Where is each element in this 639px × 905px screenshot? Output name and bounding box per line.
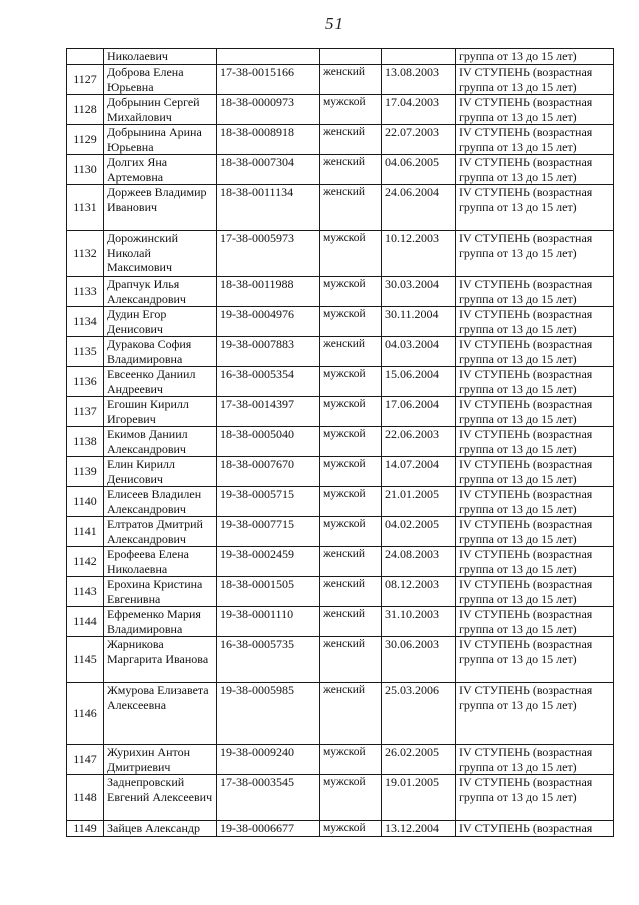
participant-name: Добрынин Сергей Михайлович (104, 95, 217, 125)
participant-name: Николаевич (104, 49, 217, 65)
row-number: 1130 (67, 155, 104, 185)
participant-name: Елисеев Владилен Александрович (104, 487, 217, 517)
participant-gender: женский (320, 577, 382, 607)
row-number: 1137 (67, 397, 104, 427)
participant-id: 19-38-0006677 (217, 821, 320, 837)
birth-date: 30.06.2003 (382, 637, 456, 683)
participant-gender: женский (320, 185, 382, 231)
row-number: 1148 (67, 775, 104, 821)
age-category: IV СТУПЕНЬ (возрастная группа от 13 до 15 лет) (456, 367, 614, 397)
row-number: 1132 (67, 231, 104, 277)
row-number: 1133 (67, 277, 104, 307)
birth-date: 08.12.2003 (382, 577, 456, 607)
table-row (67, 517, 614, 547)
participant-gender: мужской (320, 775, 382, 821)
participant-id: 18-38-0005040 (217, 427, 320, 457)
participant-id: 16-38-0005354 (217, 367, 320, 397)
participant-gender: мужской (320, 307, 382, 337)
birth-date: 19.01.2005 (382, 775, 456, 821)
birth-date: 22.06.2003 (382, 427, 456, 457)
participant-id: 18-38-0008918 (217, 125, 320, 155)
participant-gender: женский (320, 65, 382, 95)
table-row (67, 49, 614, 65)
row-number: 1149 (67, 821, 104, 837)
age-category: IV СТУПЕНЬ (возрастная группа от 13 до 15 лет) (456, 185, 614, 231)
participant-gender: женский (320, 337, 382, 367)
table-row (67, 155, 614, 185)
age-category: IV СТУПЕНЬ (возрастная группа от 13 до 15 лет) (456, 125, 614, 155)
table-row (67, 337, 614, 367)
participant-gender (320, 49, 382, 65)
row-number: 1144 (67, 607, 104, 637)
age-category: IV СТУПЕНЬ (возрастная группа от 13 до 15 лет) (456, 307, 614, 337)
birth-date: 13.12.2004 (382, 821, 456, 837)
table-row (67, 65, 614, 95)
age-category: IV СТУПЕНЬ (возрастная (456, 821, 614, 837)
age-category: IV СТУПЕНЬ (возрастная группа от 13 до 15 лет) (456, 65, 614, 95)
participant-id: 18-38-0007304 (217, 155, 320, 185)
table-row (67, 775, 614, 821)
birth-date: 24.06.2004 (382, 185, 456, 231)
row-number: 1134 (67, 307, 104, 337)
table-row (67, 821, 614, 837)
participant-name: Доброва Елена Юрьевна (104, 65, 217, 95)
participant-gender: женский (320, 155, 382, 185)
participant-name: Зайцев Александр (104, 821, 217, 837)
participant-id: 18-38-0011988 (217, 277, 320, 307)
participant-name: Егошин Кирилл Игоревич (104, 397, 217, 427)
birth-date: 31.10.2003 (382, 607, 456, 637)
participant-id: 19-38-0002459 (217, 547, 320, 577)
row-number: 1128 (67, 95, 104, 125)
participant-name: Долгих Яна Артемовна (104, 155, 217, 185)
age-category: группа от 13 до 15 лет) (456, 49, 614, 65)
age-category: IV СТУПЕНЬ (возрастная группа от 13 до 15 лет) (456, 457, 614, 487)
birth-date: 24.08.2003 (382, 547, 456, 577)
birth-date: 14.07.2004 (382, 457, 456, 487)
table-row (67, 367, 614, 397)
participant-gender: мужской (320, 745, 382, 775)
birth-date: 21.01.2005 (382, 487, 456, 517)
participant-gender: мужской (320, 397, 382, 427)
participant-id: 17-38-0005973 (217, 231, 320, 277)
age-category: IV СТУПЕНЬ (возрастная группа от 13 до 15 лет) (456, 683, 614, 745)
age-category: IV СТУПЕНЬ (возрастная группа от 13 до 15 лет) (456, 427, 614, 457)
age-category: IV СТУПЕНЬ (возрастная группа от 13 до 15 лет) (456, 231, 614, 277)
participant-name: Жарникова Маргарита Иванова (104, 637, 217, 683)
row-number: 1145 (67, 637, 104, 683)
participant-gender: мужской (320, 231, 382, 277)
participant-gender: мужской (320, 95, 382, 125)
participant-gender: женский (320, 637, 382, 683)
row-number: 1136 (67, 367, 104, 397)
page-number: 51 (325, 14, 344, 33)
row-number: 1135 (67, 337, 104, 367)
birth-date: 10.12.2003 (382, 231, 456, 277)
participant-name: Екимов Даниил Александрович (104, 427, 217, 457)
participants-table (66, 48, 614, 837)
row-number: 1127 (67, 65, 104, 95)
table-row (67, 457, 614, 487)
table-row (67, 277, 614, 307)
participant-gender: мужской (320, 457, 382, 487)
participant-id: 18-38-0007670 (217, 457, 320, 487)
participant-name: Добрынина Арина Юрьевна (104, 125, 217, 155)
table-row (67, 125, 614, 155)
row-number: 1129 (67, 125, 104, 155)
participant-id: 17-38-0015166 (217, 65, 320, 95)
age-category: IV СТУПЕНЬ (возрастная группа от 13 до 15 лет) (456, 745, 614, 775)
table-row (67, 307, 614, 337)
table-row (67, 185, 614, 231)
participant-name: Жмурова Елизавета Алексеевна (104, 683, 217, 745)
birth-date: 17.06.2004 (382, 397, 456, 427)
birth-date (382, 49, 456, 65)
row-number (67, 49, 104, 65)
birth-date: 04.03.2004 (382, 337, 456, 367)
participant-gender: женский (320, 607, 382, 637)
participant-name: Ефременко Мария Владимировна (104, 607, 217, 637)
participant-name: Доржеев Владимир Иванович (104, 185, 217, 231)
birth-date: 17.04.2003 (382, 95, 456, 125)
participant-name: Евсеенко Даниил Андреевич (104, 367, 217, 397)
row-number: 1131 (67, 185, 104, 231)
participant-id: 19-38-0007715 (217, 517, 320, 547)
row-number: 1143 (67, 577, 104, 607)
participants-table-body (67, 49, 614, 837)
table-row (67, 397, 614, 427)
age-category: IV СТУПЕНЬ (возрастная группа от 13 до 15 лет) (456, 155, 614, 185)
participant-name: Ерофеева Елена Николаевна (104, 547, 217, 577)
participant-id (217, 49, 320, 65)
age-category: IV СТУПЕНЬ (возрастная группа от 13 до 15 лет) (456, 397, 614, 427)
table-row (67, 577, 614, 607)
participant-id: 17-38-0014397 (217, 397, 320, 427)
participant-id: 19-38-0005985 (217, 683, 320, 745)
table-row (67, 95, 614, 125)
row-number: 1139 (67, 457, 104, 487)
table-row (67, 745, 614, 775)
table-row (67, 487, 614, 517)
participant-name: Елтратов Дмитрий Александрович (104, 517, 217, 547)
table-row (67, 683, 614, 745)
row-number: 1140 (67, 487, 104, 517)
age-category: IV СТУПЕНЬ (возрастная группа от 13 до 15 лет) (456, 775, 614, 821)
table-row (67, 637, 614, 683)
age-category: IV СТУПЕНЬ (возрастная группа от 13 до 15 лет) (456, 487, 614, 517)
participant-id: 19-38-0004976 (217, 307, 320, 337)
age-category: IV СТУПЕНЬ (возрастная группа от 13 до 15 лет) (456, 337, 614, 367)
birth-date: 15.06.2004 (382, 367, 456, 397)
participant-id: 16-38-0005735 (217, 637, 320, 683)
age-category: IV СТУПЕНЬ (возрастная группа от 13 до 15 лет) (456, 607, 614, 637)
participant-gender: мужской (320, 821, 382, 837)
row-number: 1141 (67, 517, 104, 547)
row-number: 1142 (67, 547, 104, 577)
age-category: IV СТУПЕНЬ (возрастная группа от 13 до 15 лет) (456, 517, 614, 547)
age-category: IV СТУПЕНЬ (возрастная группа от 13 до 15 лет) (456, 95, 614, 125)
participant-name: Дуракова София Владимировна (104, 337, 217, 367)
birth-date: 26.02.2005 (382, 745, 456, 775)
row-number: 1147 (67, 745, 104, 775)
age-category: IV СТУПЕНЬ (возрастная группа от 13 до 15 лет) (456, 577, 614, 607)
participant-id: 19-38-0005715 (217, 487, 320, 517)
birth-date: 22.07.2003 (382, 125, 456, 155)
table-row (67, 427, 614, 457)
birth-date: 04.06.2005 (382, 155, 456, 185)
age-category: IV СТУПЕНЬ (возрастная группа от 13 до 15 лет) (456, 637, 614, 683)
birth-date: 30.11.2004 (382, 307, 456, 337)
participant-id: 18-38-0011134 (217, 185, 320, 231)
participant-id: 19-38-0009240 (217, 745, 320, 775)
participant-name: Дудин Егор Денисович (104, 307, 217, 337)
participant-name: Драпчук Илья Александрович (104, 277, 217, 307)
birth-date: 30.03.2004 (382, 277, 456, 307)
participant-gender: мужской (320, 517, 382, 547)
table-row (67, 231, 614, 277)
participant-id: 17-38-0003545 (217, 775, 320, 821)
participant-name: Дорожинский Николай Максимович (104, 231, 217, 277)
table-row (67, 547, 614, 577)
participant-gender: женский (320, 683, 382, 745)
participant-name: Журихин Антон Дмитриевич (104, 745, 217, 775)
birth-date: 25.03.2006 (382, 683, 456, 745)
row-number: 1146 (67, 683, 104, 745)
participant-gender: женский (320, 125, 382, 155)
participant-gender: мужской (320, 367, 382, 397)
participant-name: Заднепровский Евгений Алексеевич (104, 775, 217, 821)
participant-id: 18-38-0000973 (217, 95, 320, 125)
participant-gender: женский (320, 547, 382, 577)
participant-id: 18-38-0001505 (217, 577, 320, 607)
age-category: IV СТУПЕНЬ (возрастная группа от 13 до 15 лет) (456, 547, 614, 577)
participant-name: Елин Кирилл Денисович (104, 457, 217, 487)
table-row (67, 607, 614, 637)
participant-id: 19-38-0007883 (217, 337, 320, 367)
participant-name: Ерохина Кристина Евгенивна (104, 577, 217, 607)
birth-date: 04.02.2005 (382, 517, 456, 547)
participant-gender: мужской (320, 487, 382, 517)
birth-date: 13.08.2003 (382, 65, 456, 95)
age-category: IV СТУПЕНЬ (возрастная группа от 13 до 15 лет) (456, 277, 614, 307)
participant-id: 19-38-0001110 (217, 607, 320, 637)
row-number: 1138 (67, 427, 104, 457)
participant-gender: мужской (320, 277, 382, 307)
participant-gender: мужской (320, 427, 382, 457)
